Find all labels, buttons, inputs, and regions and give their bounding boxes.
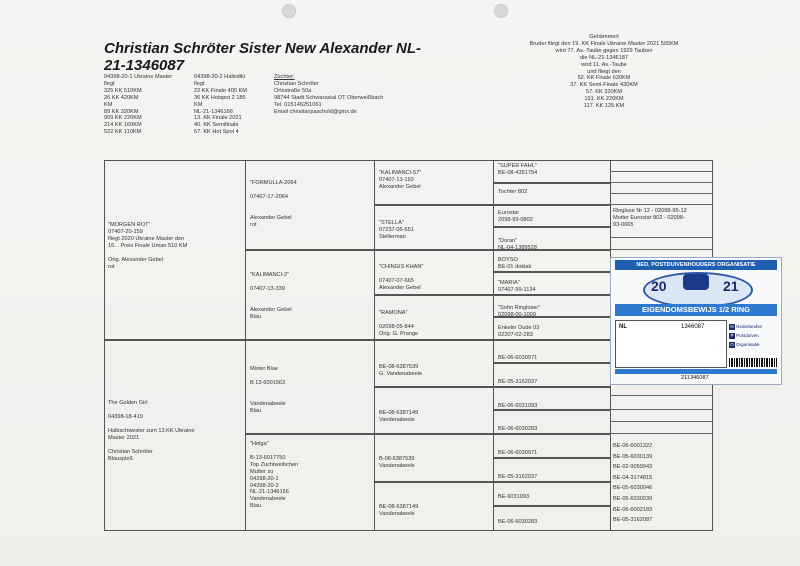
breeder-line: Ortsstraße 50a (274, 87, 312, 94)
sire-color: rot (108, 263, 115, 270)
sibling-line: wird 77. As.-Taube gegen 1929 Tauben (555, 47, 653, 54)
ancestor-line: BOYSO (498, 257, 518, 263)
dam-note: Halbschwester zum 13.KK Ukraine (108, 427, 195, 434)
gen5-divider (610, 409, 712, 410)
ancestor-line: "STELLA" (379, 220, 404, 226)
gen4-text-2 (498, 210, 533, 224)
ancestor-line: Blau (250, 313, 262, 320)
ancestor-line: 07237-06-651 (379, 226, 414, 233)
breeder-line: Email christianpaschold@gmx.de (274, 108, 357, 115)
result-line: 04398-20-1 Ukraine Master (104, 74, 173, 80)
ancestor-line: Vandenabeele (379, 416, 415, 423)
gen4-text-9 (498, 379, 537, 386)
ancestor-line: BE-05-6030046 (613, 485, 653, 492)
gen5-divider (610, 193, 712, 194)
dam-note (108, 442, 194, 449)
ring-certificate-sticker (610, 257, 782, 385)
ancestor-line (379, 317, 418, 324)
ancestor-line: BE-05-6030139 (613, 453, 653, 460)
gen3-text-2 (379, 264, 423, 292)
ancestor-line: 02098-00-1009 (498, 311, 536, 318)
gen5-divider (610, 204, 712, 205)
ancestor-line: BE-06-6030283 (498, 519, 538, 525)
ancestor-line: 04398-20-2 (250, 482, 279, 489)
sticker-footer-band (615, 369, 777, 374)
sibling-line: 37. KK Semi-Finale 430KM (570, 82, 638, 89)
ancestor-line: "SUPER FAHL" (498, 163, 537, 169)
gen1-dam-text (108, 400, 194, 462)
dam-note (108, 407, 194, 414)
legend-item: O Organisatie (730, 342, 760, 347)
result-line: 214 KK 160KM (104, 122, 142, 129)
sticker-legend (729, 322, 762, 349)
sibling-line: wird 11. As.-Taube (581, 61, 627, 68)
gen4-text-1 (498, 189, 527, 196)
result-line: 522 KK 110KM (104, 129, 142, 136)
ancestor-line: "KALIMANCI-2" (250, 272, 290, 278)
ancestor-line: Eurostar (498, 210, 520, 216)
gen1-sire-text (108, 222, 187, 270)
ancestor-line: BE-06-6030971 (498, 355, 538, 361)
sibling-line: 52. KK Finale 630KM (577, 75, 631, 82)
gen5-divider (610, 433, 712, 434)
legend-text: Postduiven (736, 333, 759, 338)
sibling-line: die NL-21-1346187 (580, 54, 628, 61)
ancestor-line: BE-06-6031093 (498, 403, 538, 409)
ancestor-line: B-08-6387539 (379, 456, 415, 462)
gen2-b-text (250, 272, 292, 321)
result-line: 909 KK 220KM (104, 115, 142, 122)
sire-ring: 07407-20-159 (108, 228, 143, 235)
ancestor-line: BE-6031093 (498, 494, 530, 500)
ancestor-line (250, 394, 286, 401)
result-line: 26 KK 420KM (104, 94, 139, 101)
sticker-ring-box (615, 320, 727, 368)
ancestor-line: 07407-13-339 (250, 285, 285, 292)
ancestor-line: 07407-17-2064 (250, 193, 288, 200)
gen4-text-12 (498, 450, 537, 457)
barcode-icon (729, 358, 777, 367)
ancestor-line: BE-08-6387539 (379, 364, 419, 370)
ancestor-line: Enkelin Oude 03 (498, 325, 540, 331)
ancestor-line: B-13-6017750 (250, 454, 286, 461)
gen3-text-7 (379, 504, 418, 518)
dam-note: Master 2021 (108, 434, 140, 441)
legend-text: Nederlandse (736, 324, 763, 329)
ancestor-line: Blau (250, 407, 262, 414)
ancestor-line: BE-05-3162087 (613, 517, 653, 524)
sticker-country: NL (619, 324, 627, 330)
ancestor-line: 07407-99-1134 (498, 286, 536, 293)
pigeon-emblem-icon (683, 274, 709, 290)
ancestor-line (379, 271, 423, 278)
ancestor-line: "RAMONA" (379, 310, 408, 316)
ancestor-line: BE-08-6387149 (379, 410, 419, 416)
gen5-divider (610, 182, 712, 183)
ancestor-line (250, 208, 297, 215)
ancestor-line: Vandenabeele (250, 400, 286, 407)
ancestor-line: Alexander Gebel (379, 183, 421, 190)
ancestor-line: Mutter Eurostar 802 - 02098- (613, 214, 685, 221)
ancestor-line: Alexander Gebel (250, 306, 292, 313)
gen3-text-4 (379, 364, 422, 378)
gen4-text-5 (498, 280, 536, 294)
ancestor-line: 07407-07-665 (379, 277, 414, 284)
ancestor-line: 02098-05-844 (379, 323, 414, 330)
ancestor-line: Stellerman (379, 233, 406, 240)
ancestor-line: BE-06-6002183 (613, 506, 653, 513)
ancestor-line: BE-05-3162037 (498, 379, 538, 385)
sibling-results (498, 34, 710, 110)
ancestor-line: Blau (250, 503, 262, 510)
ancestor-line: 93-0665 (613, 221, 634, 228)
ancestor-line (250, 300, 292, 307)
gen4-text-4 (498, 257, 531, 271)
ancestor-line: BE-08-4351754 (498, 169, 538, 176)
result-line: 89 KK 320KM (104, 108, 139, 115)
result-line: 04398-20-2 Halkidiki (194, 74, 245, 80)
sticker-barcode-number: 211346087 (681, 375, 709, 381)
gen2-c-text (250, 366, 286, 415)
result-line: 22 KK Finale 400 KM (194, 87, 247, 94)
sticker-org: NED. POSTDUIVENHOUDERS ORGANISATIE (615, 260, 777, 270)
ancestor-line: Vandenabeele (250, 496, 286, 503)
gen5-divider (610, 421, 712, 422)
page-title: Christian Schröter Sister New Alexander NL-21-1346087 (104, 40, 422, 74)
gen4-text-15 (498, 519, 537, 526)
dam-name: The Golden Girl (108, 400, 148, 406)
ancestor-line: BE-05-3162037 (498, 474, 538, 480)
gen4-text-14 (498, 494, 529, 501)
result-line: 13. KK Finale 2021 (194, 115, 242, 122)
legend-item: N Nederlandse (730, 324, 763, 329)
ancestor-line: "Sohn Ringloser" (498, 305, 541, 311)
ancestor-line: Vandenabeele (379, 462, 415, 469)
gen5-divider (610, 249, 712, 250)
sibling-line: und fliegt den (587, 68, 621, 75)
ancestor-line: "Helga" (250, 441, 269, 447)
gen4-text-0 (498, 163, 537, 177)
sibling-line: Bruder fliegt den 19. KK Finale Ukraine Master 2021 505KM (529, 40, 679, 47)
gen4-text-8 (498, 355, 537, 362)
sibling-line: 57. KK 320KM (585, 89, 623, 96)
results-col1 (104, 74, 172, 136)
gen5-divider (610, 395, 712, 396)
ancestor-line: "Doran" (498, 238, 518, 244)
sticker-ring-label: EIGENDOMSBEWIJS 1/2 RING (615, 304, 777, 316)
punch-hole-left (282, 4, 296, 18)
sibling-line: 117. KK 125 KM (583, 103, 625, 110)
legend-item: P Postduiven (730, 333, 759, 338)
gen3-text-0 (379, 170, 421, 191)
ancestor-line (250, 201, 297, 208)
sibling-line: 191. KK 220KM (584, 96, 624, 103)
gen5-divider (610, 171, 712, 172)
ancestor-line: BE-02-9059943 (613, 464, 653, 471)
result-line: flegt (104, 80, 115, 87)
ancestor-line: Ringlose Nr 12 - 02098-95-12 (613, 208, 687, 214)
sticker-year-right: 21 (723, 278, 739, 294)
ancestor-line: 07407-13-193 (379, 176, 414, 183)
result-line: 325 KK 510KM (104, 87, 142, 94)
gen5-note (613, 208, 687, 229)
ancestor-line: Tochter 802 (498, 189, 528, 195)
result-line: 40. KK Semifinale (194, 122, 239, 129)
ancestor-line: BE-06-6001322 (613, 443, 653, 449)
ancestor-line (250, 387, 286, 394)
ancestor-line: Mutter zu (250, 468, 274, 475)
ancestor-line: BE-01 doklak (498, 263, 532, 270)
dam-note (108, 421, 194, 428)
dam-color: Blauspieß (108, 455, 133, 462)
ancestor-line: Alexander Gebel (250, 214, 292, 221)
sire-origin: Orig. Alexander Gebel (108, 256, 164, 263)
gen4-box-15 (493, 505, 611, 531)
sibling-line: Gehämmert (589, 34, 619, 40)
ancestor-line: 02207-02-283 (498, 331, 533, 338)
gen2-a-text (250, 180, 297, 229)
breeder-line: Tel. 015146251061 (274, 101, 322, 108)
ancestor-line: Alexander Gebel (379, 284, 421, 291)
gen4-text-11 (498, 426, 537, 433)
ancestor-line: 2098-99-0802 (498, 216, 533, 223)
ancestor-line: NL-04-1389528 (498, 244, 537, 251)
ancestor-line: "CHINGIS KHAN" (379, 264, 424, 270)
ancestor-line: BE-05-6030039 (613, 495, 653, 502)
gen3-text-5 (379, 410, 418, 424)
result-line: flegt (194, 80, 205, 87)
sire-note (108, 250, 187, 257)
ancestor-line: "MARIA" (498, 280, 520, 286)
breeder-line: 98744 Stadt Schwarzatal OT Oberweißbach (274, 94, 384, 101)
result-line: NL-21-1346166 (194, 108, 233, 115)
ancestor-line: rot (250, 221, 257, 228)
punch-hole-right (494, 4, 508, 18)
ancestor-line (250, 279, 292, 286)
sire-note: fliegt 2020 Ukraine Master den (108, 235, 185, 242)
result-line: KM (194, 101, 203, 108)
gen4-text-13 (498, 474, 537, 481)
ancestor-line: BE-06-6030283 (498, 426, 538, 432)
gen4-text-7 (498, 325, 539, 339)
ancestor-line: BE-06-6030971 (498, 450, 538, 456)
ancestor-line: "FORMULLA-2064 (250, 180, 297, 186)
sire-name: "MORGEN ROT" (108, 222, 151, 228)
ancestor-line: B 13-6001563 (250, 379, 286, 386)
sticker-year-left: 20 (651, 278, 667, 294)
ancestor-line: G. Vandenabeele (379, 370, 423, 377)
ancestor-line: BE-04-3174815 (613, 474, 653, 481)
gen3-text-1 (379, 220, 414, 241)
ancestor-line: Top Zuchtweibchen (250, 461, 299, 468)
ancestor-line (250, 373, 286, 380)
ancestor-line: "KALIMANCI-57" (379, 170, 422, 176)
ancestor-line: Vandenabeele (379, 510, 415, 517)
sticker-ring-number: 1346087 (681, 324, 705, 330)
ancestor-line (250, 293, 292, 300)
result-line: 36 KK Hotspot 2 185 (194, 94, 246, 101)
gen5-list (613, 441, 652, 526)
ancestor-line: NL-21-1346166 (250, 489, 289, 496)
ancestor-line (250, 448, 298, 455)
ancestor-line: 04398-20-1 (250, 475, 279, 482)
ancestor-line (250, 187, 297, 194)
dam-breeder: Christian Schröter (108, 448, 153, 455)
result-line: 67. KK Hot Spot 4 (194, 129, 239, 136)
breeder-info (274, 74, 383, 115)
breeder-line: Züchter: (274, 74, 295, 80)
gen5-divider (610, 237, 712, 238)
legend-text: Organisatie (736, 342, 760, 347)
ancestor-line: Orig. G. Prange (379, 330, 419, 337)
dam-ring: 04398-18-419 (108, 413, 143, 420)
ancestor-line: BE-08-6387149 (379, 504, 419, 510)
results-col2 (194, 74, 247, 136)
ancestor-line: Mister Blue (250, 366, 278, 372)
sire-note: 16. . Preis Finale Uman 510 KM (108, 242, 188, 249)
gen2-d-text (250, 441, 298, 510)
gen3-text-3 (379, 310, 418, 338)
result-line: KM (104, 101, 113, 108)
gen3-text-6 (379, 456, 415, 470)
breeder-line: Christian Schröter (274, 80, 319, 87)
